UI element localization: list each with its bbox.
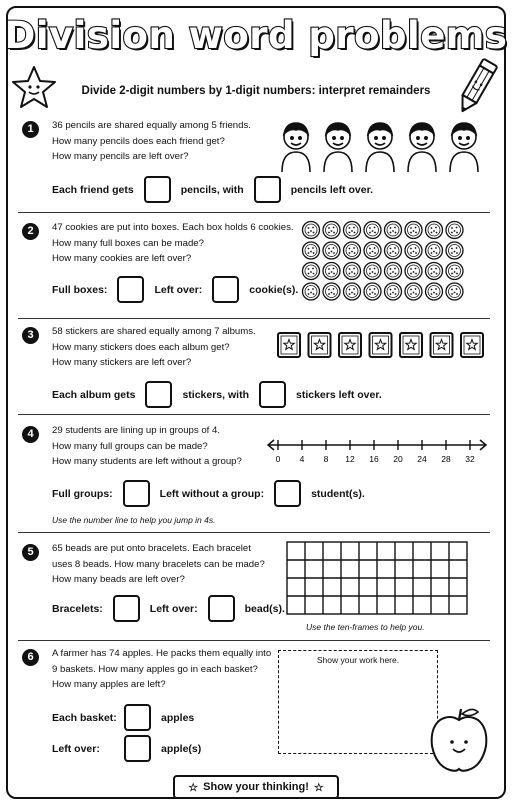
cookie-icon [446, 242, 463, 259]
hint-note: Use the number line to help you jump in 4s. [52, 515, 216, 525]
problem-3 [18, 324, 490, 414]
cookie-icon [323, 222, 340, 239]
answer-label: Full boxes: [52, 283, 108, 296]
problem-number: 6 [22, 649, 39, 666]
problem-number: 1 [22, 121, 39, 138]
answer-box[interactable] [113, 595, 140, 622]
answer-row [52, 480, 365, 507]
answer-row [52, 381, 382, 408]
problem-line: How many stickers are left over? [52, 357, 192, 368]
answer-row [52, 704, 194, 731]
number-line-label: 12 [345, 454, 355, 464]
cookie-icon [426, 263, 443, 280]
problem-line: How many full boxes can be made? [52, 237, 204, 249]
page-title: Division word problems [4, 14, 508, 57]
cookie-icon [303, 263, 320, 280]
cookie-icon [303, 222, 320, 239]
cookie-icon [344, 263, 361, 280]
sticker-album-icon [400, 333, 422, 357]
answer-label: pencils, with [180, 183, 244, 196]
star-icon: ☆ [313, 781, 324, 794]
answer-row [52, 276, 298, 303]
section-divider [18, 532, 490, 533]
problem-line: How many full groups can be made? [52, 440, 208, 452]
sticker-album-icon [309, 333, 331, 357]
number-line-label: 4 [299, 454, 305, 464]
cookie-icon [446, 283, 463, 300]
section-divider [18, 414, 490, 415]
page-subtitle: Divide 2-digit numbers by 1-digit numbers: interpret remainders [81, 85, 431, 97]
sticker-album-icon [278, 333, 300, 357]
cookie-icon [385, 283, 402, 300]
answer-label: Each basket: [52, 711, 117, 724]
cookie-icon [323, 283, 340, 300]
problem-text [52, 423, 242, 470]
ten-frames [286, 541, 468, 615]
answer-box[interactable] [124, 735, 151, 762]
problem-line: How many students are left without a group? [52, 456, 242, 467]
problem-line: How many pencils are left over? [52, 151, 189, 162]
answer-label: student(s). [311, 487, 365, 500]
problem-number: 3 [22, 327, 39, 344]
answer-box[interactable] [117, 276, 144, 303]
answer-label: Left without a group: [159, 487, 265, 500]
problem-text [52, 541, 265, 588]
cookie-icon [344, 242, 361, 259]
number-line-label: 0 [275, 454, 281, 464]
cookie-icon [385, 222, 402, 239]
cookie-icon [364, 263, 381, 280]
cookies-illustration [301, 220, 473, 304]
cookie-icon [446, 222, 463, 239]
problem-line: 47 cookies are put into boxes. Each box holds 6 cookies. [52, 222, 294, 233]
number-line-label: 24 [417, 454, 427, 464]
answer-box[interactable] [259, 381, 286, 408]
problem-line: How many cookies are left over? [52, 253, 192, 264]
answer-label: Left over: [149, 602, 198, 615]
problem-line: How many apples are left? [52, 679, 166, 690]
footer-text: Show your thinking! [203, 781, 309, 793]
answer-box[interactable] [254, 176, 281, 203]
section-divider [18, 318, 490, 319]
cookie-icon [344, 283, 361, 300]
problem-text [52, 220, 294, 267]
problem-2 [18, 220, 490, 316]
problem-1 [18, 118, 490, 208]
cookie-icon [405, 263, 422, 280]
problem-line: uses 8 beads. How many bracelets can be made? [52, 558, 265, 570]
problem-5 [18, 541, 490, 637]
answer-box[interactable] [274, 480, 301, 507]
sticker-album-icon [461, 333, 483, 357]
answer-label: Each friend gets [52, 183, 134, 196]
answer-row [52, 176, 373, 203]
answer-box[interactable] [208, 595, 235, 622]
answer-label: stickers left over. [295, 388, 382, 401]
answer-label: Each album gets [52, 388, 136, 401]
answer-label: stickers, with [182, 388, 249, 401]
answer-row [52, 735, 201, 762]
problem-4 [18, 423, 490, 531]
problem-line: 58 stickers are shared equally among 7 albums. [52, 326, 256, 337]
problem-line: A farmer has 74 apples. He packs them equally into [52, 648, 272, 659]
answer-label: apple(s) [161, 742, 202, 755]
section-divider [18, 212, 490, 213]
answer-box[interactable] [145, 381, 172, 408]
cookie-icon [426, 283, 443, 300]
number-line-label: 28 [441, 454, 451, 464]
cookie-icon [426, 222, 443, 239]
answer-box[interactable] [144, 176, 171, 203]
cookie-icon [426, 242, 443, 259]
problem-6 [18, 646, 490, 772]
section-divider [18, 640, 490, 641]
answer-label: bead(s). [244, 602, 285, 615]
answer-label: Bracelets: [52, 602, 103, 615]
cookie-icon [323, 263, 340, 280]
problem-line: How many pencils does each friend get? [52, 135, 225, 147]
answer-label: apples [161, 711, 195, 724]
problem-text [52, 118, 251, 165]
problem-line: 36 pencils are shared equally among 5 friends. [52, 120, 251, 131]
cookie-icon [323, 242, 340, 259]
star-icon: ☆ [188, 781, 199, 794]
sticker-album-icon [339, 333, 361, 357]
work-area[interactable] [278, 650, 438, 754]
cookie-icon [344, 222, 361, 239]
problem-line: 9 baskets. How many apples go in each basket? [52, 663, 258, 675]
cookie-icon [385, 263, 402, 280]
problem-text [52, 324, 256, 371]
cookie-icon [303, 283, 320, 300]
work-area-label: Show your work here. [316, 655, 400, 665]
problem-line: How many beads are left over? [52, 574, 185, 585]
cookie-icon [364, 242, 381, 259]
cookie-icon [364, 222, 381, 239]
answer-row [52, 595, 285, 622]
problem-number: 4 [22, 426, 39, 443]
cookie-icon [303, 242, 320, 259]
number-line [264, 437, 490, 465]
problem-number: 2 [22, 223, 39, 240]
answer-label: cookie(s). [249, 283, 299, 296]
answer-box[interactable] [123, 480, 150, 507]
answer-label: Full groups: [52, 487, 113, 500]
number-line-label: 20 [393, 454, 403, 464]
number-line-label: 8 [323, 454, 329, 464]
problem-line: How many stickers does each album get? [52, 341, 230, 353]
answer-label: Left over: [52, 742, 100, 755]
answer-box[interactable] [212, 276, 239, 303]
cookie-icon [364, 283, 381, 300]
answer-label: pencils left over. [290, 183, 374, 196]
problem-line: 29 students are lining up in groups of 4. [52, 425, 221, 436]
cookie-icon [405, 283, 422, 300]
sticker-album-icon [370, 333, 392, 357]
sticker-album-icon [431, 333, 453, 357]
problem-line: 65 beads are put onto bracelets. Each bracelet [52, 543, 251, 554]
number-line-label: 32 [465, 454, 475, 464]
cookie-icon [405, 222, 422, 239]
apple-icon [428, 706, 490, 774]
number-line-label: 16 [369, 454, 379, 464]
cookie-icon [405, 242, 422, 259]
footer-banner [173, 775, 339, 799]
problem-number: 5 [22, 544, 39, 561]
cookie-icon [446, 263, 463, 280]
answer-label: Left over: [154, 283, 203, 296]
friends-illustration [276, 118, 486, 174]
albums-illustration [276, 332, 490, 360]
problem-text [52, 646, 271, 693]
hint-note: Use the ten-frames to help you. [306, 622, 425, 632]
cookie-icon [385, 242, 402, 259]
answer-box[interactable] [124, 704, 151, 731]
